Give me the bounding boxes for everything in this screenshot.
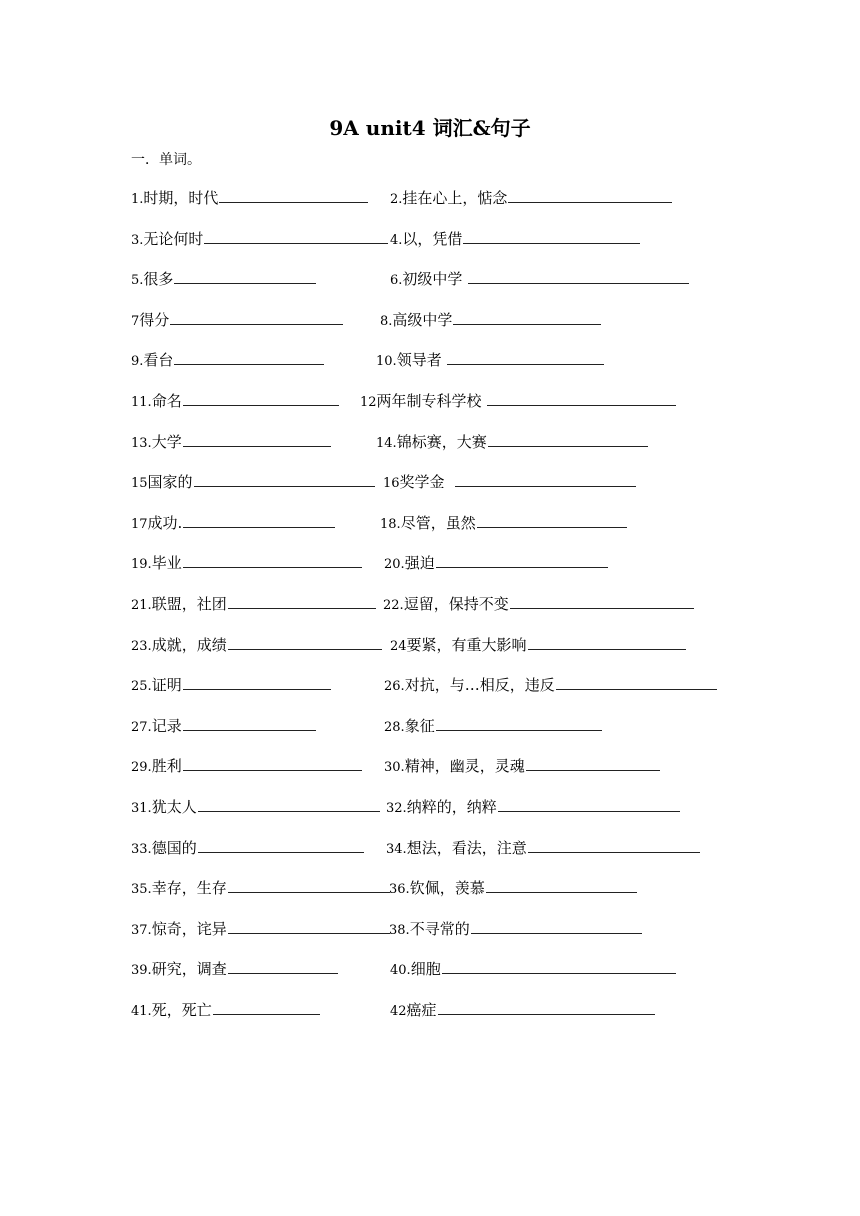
vocab-row (0, 348, 860, 372)
vocab-row (0, 957, 860, 981)
vocab-item (131, 592, 376, 618)
item-number: 42 (390, 1004, 407, 1019)
item-number: 20. (384, 557, 405, 573)
answer-blank[interactable] (228, 592, 376, 609)
vocab-row (0, 430, 860, 454)
answer-blank[interactable] (526, 754, 660, 771)
item-prompt: 不寻常的 (409, 919, 470, 938)
answer-blank[interactable] (442, 957, 676, 974)
vocab-item (131, 186, 368, 212)
item-prompt: 毕业 (151, 554, 182, 573)
item-prompt: 纳粹的，纳粹 (406, 798, 497, 816)
item-prompt: 死，死亡 (151, 1001, 212, 1019)
vocab-item (383, 470, 636, 496)
item-prompt: 以，凭借 (402, 229, 463, 248)
item-prompt: 强迫 (404, 554, 435, 573)
vocab-item (384, 714, 602, 740)
answer-blank[interactable] (228, 876, 390, 893)
item-prompt: 看台 (143, 351, 174, 370)
answer-blank[interactable] (510, 592, 694, 609)
answer-blank[interactable] (528, 633, 686, 650)
vocab-item (131, 836, 364, 862)
item-prompt: 证明 (151, 676, 182, 695)
item-number: 31. (131, 801, 152, 816)
item-number: 21. (131, 598, 152, 613)
vocab-row (0, 754, 860, 778)
answer-blank[interactable] (228, 957, 338, 974)
answer-blank[interactable] (556, 673, 717, 690)
vocab-item (131, 957, 338, 983)
item-number: 37. (131, 922, 152, 938)
item-number: 32. (386, 801, 407, 816)
item-number: 30. (384, 760, 405, 776)
vocab-item (131, 308, 343, 334)
item-number: 9. (131, 354, 144, 370)
item-number: 33. (131, 841, 152, 857)
item-prompt: 国家的 (147, 473, 193, 492)
answer-blank[interactable] (438, 998, 655, 1015)
vocab-item (380, 308, 601, 334)
answer-blank[interactable] (213, 998, 320, 1015)
item-prompt: 领导者 (396, 351, 447, 370)
vocab-item (376, 430, 648, 456)
answer-blank[interactable] (486, 876, 637, 893)
vocab-item (131, 348, 324, 374)
item-number: 13. (131, 435, 152, 451)
item-prompt: 大学 (151, 432, 182, 451)
vocab-row (0, 836, 860, 860)
answer-blank[interactable] (453, 308, 601, 325)
answer-blank[interactable] (498, 795, 680, 812)
item-number: 19. (131, 557, 152, 573)
item-number: 28. (384, 719, 405, 735)
item-prompt: 尽管，虽然 (400, 513, 476, 532)
answer-blank[interactable] (528, 836, 700, 853)
vocab-row (0, 227, 860, 251)
vocab-row (0, 470, 860, 494)
answer-blank[interactable] (183, 430, 331, 447)
vocab-item (384, 673, 717, 699)
vocab-item (384, 551, 608, 577)
item-prompt: 奖学金 (399, 473, 455, 492)
item-prompt: 锦标赛，大赛 (396, 432, 487, 451)
vocab-row (0, 389, 860, 413)
answer-blank[interactable] (183, 673, 331, 690)
item-prompt: 对抗，与…相反，违反 (404, 676, 555, 695)
vocab-row (0, 633, 860, 657)
item-number: 5. (131, 273, 144, 289)
answer-blank[interactable] (194, 470, 375, 487)
vocab-item (360, 389, 676, 415)
answer-blank[interactable] (471, 917, 642, 934)
item-prompt: 钦佩，羡慕 (409, 879, 485, 898)
page-title: 9A unit4 词汇&句子 (329, 116, 531, 140)
answer-blank[interactable] (508, 186, 672, 203)
item-prompt: 癌症 (406, 1001, 437, 1019)
vocab-row (0, 551, 860, 575)
vocab-item (131, 267, 316, 293)
answer-blank[interactable] (455, 470, 636, 487)
item-prompt: 成就，成绩 (151, 635, 227, 654)
vocab-item (131, 470, 375, 496)
vocab-item (131, 430, 331, 456)
vocab-item (131, 795, 380, 821)
vocab-row (0, 186, 860, 210)
vocab-item (131, 754, 362, 780)
item-prompt: 想法，看法，注意 (406, 838, 527, 857)
answer-blank[interactable] (183, 714, 316, 731)
item-prompt: 幸存，生存 (151, 879, 227, 898)
answer-blank[interactable] (487, 389, 676, 406)
item-prompt: 犹太人 (151, 798, 197, 816)
item-prompt: 联盟，社团 (151, 595, 227, 613)
answer-blank[interactable] (477, 511, 627, 528)
item-number: 6. (390, 273, 403, 289)
item-number: 38. (389, 922, 410, 938)
answer-blank[interactable] (228, 633, 382, 650)
item-number: 16 (383, 476, 400, 492)
vocab-item (131, 998, 320, 1024)
vocab-item (131, 876, 390, 902)
item-prompt: 时期，时代 (143, 189, 219, 207)
item-number: 8. (380, 313, 393, 329)
item-number: 29. (131, 760, 152, 776)
item-prompt: 高级中学 (392, 310, 453, 329)
item-number: 39. (131, 963, 152, 979)
item-prompt: 德国的 (151, 838, 197, 857)
item-number: 17 (131, 516, 148, 532)
item-prompt: 精神，幽灵，灵魂 (404, 757, 525, 776)
item-prompt: 成功. (147, 513, 183, 532)
answer-blank[interactable] (219, 186, 368, 203)
vocab-row (0, 714, 860, 738)
item-number: 23. (131, 638, 152, 654)
item-number: 35. (131, 882, 152, 898)
item-number: 4. (390, 232, 403, 248)
answer-blank[interactable] (468, 267, 689, 284)
item-number: 15 (131, 476, 148, 492)
item-prompt: 无论何时 (143, 229, 204, 248)
vocab-item (389, 876, 637, 902)
vocab-item (131, 673, 331, 699)
vocab-item (380, 511, 627, 537)
answer-blank[interactable] (436, 714, 602, 731)
vocab-item (131, 551, 362, 577)
item-prompt: 逗留，保持不变 (403, 595, 509, 613)
answer-blank[interactable] (204, 227, 388, 244)
vocab-item (131, 227, 388, 253)
item-number: 10. (376, 354, 397, 370)
item-prompt: 胜利 (151, 757, 182, 776)
item-prompt: 象征 (404, 716, 435, 735)
item-number: 26. (384, 679, 405, 695)
item-prompt: 两年制专科学校 (376, 392, 487, 410)
vocab-row (0, 267, 860, 291)
vocab-item (390, 633, 686, 659)
answer-blank[interactable] (183, 511, 335, 528)
vocab-item (131, 633, 382, 659)
answer-blank[interactable] (183, 754, 362, 771)
vocab-item (390, 267, 689, 293)
answer-blank[interactable] (228, 917, 390, 934)
item-number: 27. (131, 719, 152, 735)
vocab-item (390, 957, 676, 983)
item-number: 24 (390, 638, 407, 654)
vocab-row (0, 673, 860, 697)
vocab-item (390, 227, 640, 253)
answer-blank[interactable] (183, 389, 339, 406)
item-prompt: 研究，调查 (151, 960, 227, 979)
answer-blank[interactable] (170, 308, 343, 325)
vocab-row (0, 592, 860, 616)
item-number: 7 (131, 313, 140, 329)
item-number: 34. (386, 841, 407, 857)
answer-blank[interactable] (463, 227, 640, 244)
answer-blank[interactable] (436, 551, 608, 568)
item-number: 11. (131, 395, 152, 410)
vocab-item (389, 917, 642, 943)
vocab-row (0, 917, 860, 941)
vocab-item (131, 714, 316, 740)
vocab-row (0, 308, 860, 332)
answer-blank[interactable] (198, 795, 380, 812)
section-heading: 一．单词。 (131, 152, 201, 168)
item-number: 18. (380, 516, 401, 532)
item-number: 22. (383, 598, 404, 613)
item-prompt: 记录 (151, 716, 182, 735)
vocab-item (131, 917, 390, 943)
vocab-item (390, 998, 655, 1024)
item-number: 12 (360, 395, 377, 410)
item-number: 2. (390, 192, 403, 207)
item-number: 41. (131, 1004, 152, 1019)
item-prompt: 初级中学 (402, 270, 468, 289)
vocab-row (0, 998, 860, 1022)
item-number: 3. (131, 232, 144, 248)
item-prompt: 得分 (139, 310, 170, 329)
vocab-row (0, 511, 860, 535)
vocab-item (386, 836, 700, 862)
answer-blank[interactable] (447, 348, 604, 365)
vocab-item (390, 186, 672, 212)
item-prompt: 要紧，有重大影响 (406, 635, 527, 654)
item-number: 40. (390, 963, 411, 979)
item-number: 36. (389, 882, 410, 898)
item-number: 14. (376, 435, 397, 451)
item-prompt: 惊奇，诧异 (151, 919, 227, 938)
item-prompt: 挂在心上，惦念 (402, 189, 508, 207)
vocab-item (131, 389, 339, 415)
item-number: 25. (131, 679, 152, 695)
answer-blank[interactable] (488, 430, 648, 447)
item-prompt: 细胞 (410, 960, 441, 979)
vocab-row (0, 795, 860, 819)
answer-blank[interactable] (198, 836, 364, 853)
vocab-row (0, 876, 860, 900)
vocab-item (131, 511, 335, 537)
answer-blank[interactable] (183, 551, 362, 568)
vocab-item (376, 348, 604, 374)
item-number: 1. (131, 192, 144, 207)
answer-blank[interactable] (174, 267, 316, 284)
vocab-item (384, 754, 660, 780)
item-prompt: 命名 (151, 392, 182, 410)
vocab-item (386, 795, 680, 821)
answer-blank[interactable] (174, 348, 324, 365)
item-prompt: 很多 (143, 270, 174, 289)
vocab-item (383, 592, 694, 618)
